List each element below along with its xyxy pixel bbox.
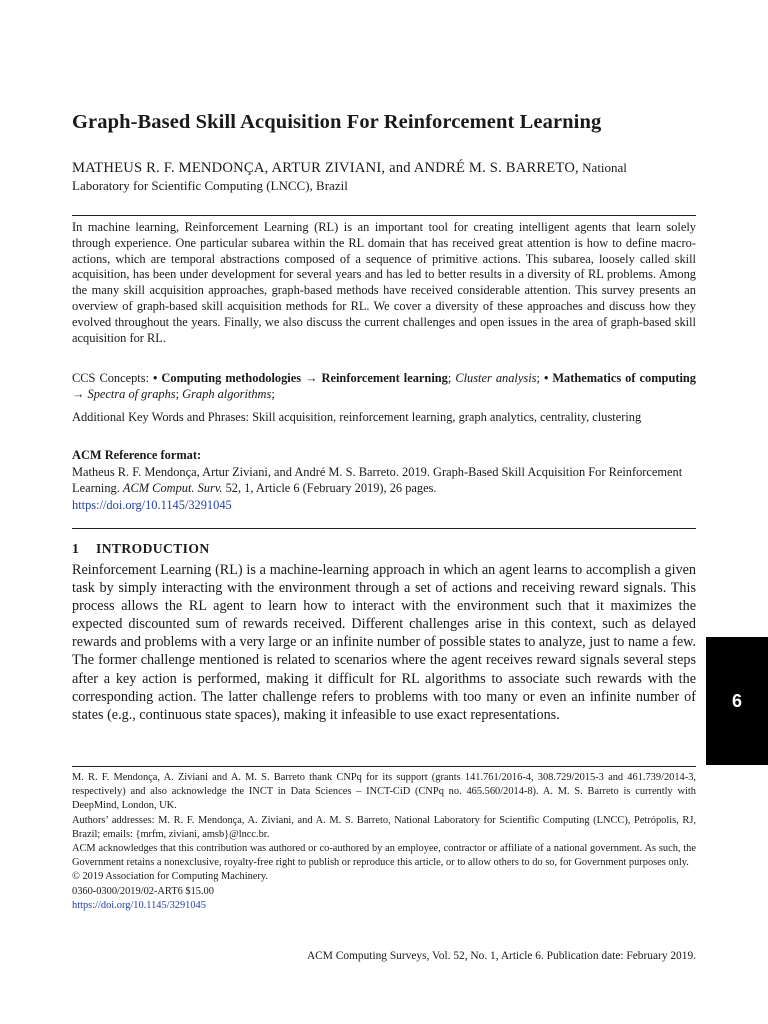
author-block xyxy=(72,159,696,194)
footnote-funding: M. R. F. Mendonça, A. Ziviani and A. M. S. Barreto thank CNPq for its support (grants 141.761/2016-4, 308.729/2015-3 and 461.739/2014-3, respectively) and also acknowledge the INCT in Data Sciences – INCT-CiD (CNPq no. 465.560/2014-8). A. M. S. Barreto is currently with DeepMind, London, UK. xyxy=(72,772,696,812)
abstract-top-rule xyxy=(72,215,696,216)
reference-heading: ACM Reference format: xyxy=(72,448,202,462)
affiliation-rest: Laboratory for Scientific Computing (LNCC), Brazil xyxy=(72,178,348,193)
ccs-concept-3: • Mathematics of computing → xyxy=(72,371,696,401)
ccs-separator: ; xyxy=(175,387,183,401)
ccs-concepts xyxy=(72,370,696,402)
footnote-copyright: © 2019 Association for Computing Machinery. xyxy=(72,871,268,883)
ccs-separator: ; xyxy=(536,371,544,385)
section-number: 1 xyxy=(72,541,80,556)
section-heading xyxy=(72,541,210,557)
footnotes xyxy=(72,771,696,913)
article-number-tab: 6 xyxy=(706,637,768,765)
ccs-label: CCS Concepts: xyxy=(72,371,154,385)
paper-title: Graph-Based Skill Acquisition For Reinforcement Learning xyxy=(72,111,602,133)
ccs-separator: ; xyxy=(447,371,456,385)
section-title: INTRODUCTION xyxy=(96,541,210,556)
reference-doi-link[interactable]: https://doi.org/10.1145/3291045 xyxy=(72,497,232,512)
affiliation-first: National xyxy=(582,160,627,175)
introduction-paragraph: Reinforcement Learning (RL) is a machine-learning approach in which an agent learns to accomplish a given task by simply interacting with the environment through a set of actions and receiving reward signals. This process allows the RL agent to learn how to interact with the environment such that it maximizes the expected discounted sum of rewards received. Different challenges arise in this context, such as delayed rewards and problems with a very large or an infinite number of possible states to analyze, just to name a few. The former challenge mentioned is related to scenarios where the agent receives reward signals several steps after a key action is performed, making it difficult for RL algorithms to associate such rewards with the corresponding action. The latter challenge refers to problems with too many or even an infinite number of states (e.g., continuous state spaces), making it infeasible to use exact representations. xyxy=(72,562,696,723)
footnote-issn: 0360-0300/2019/02-ART6 $15.00 xyxy=(72,885,214,897)
reference-text: Matheus R. F. Mendonça, Artur Ziviani, and André M. S. Barreto. 2019. Graph-Based Skill Acquisition For Reinforcement Learning. xyxy=(72,464,683,495)
ccs-concept-2: Cluster analysis xyxy=(455,371,537,385)
ccs-concept-1: • Computing methodologies → Reinforcement learning xyxy=(153,371,448,385)
paper-page xyxy=(72,0,696,1024)
ccs-concept-4: Spectra of graphs xyxy=(87,387,176,401)
abstract: In machine learning, Reinforcement Learning (RL) is an important tool for creating intelligent agents that learn solely through experience. One particular subarea within the RL domain that has received great attention is how to define macro-actions, which are temporal abstractions composed of a sequence of primitive actions. This subarea, loosely called skill acquisition, has been under development for several years and has led to better results in a diversity of RL problems. Among the many skill acquisition approaches, graph-based methods have received considerable attention. This survey presents an overview of graph-based skill acquisition methods for RL. We cover a diversity of these approaches and discuss how they evolved throughout the years. Finally, we also discuss the current challenges and open issues in the area of graph-based skill acquisition for RL. xyxy=(72,220,696,345)
author-names: MATHEUS R. F. MENDONÇA, ARTUR ZIVIANI, and ANDRÉ M. S. BARRETO, xyxy=(72,160,579,176)
ccs-separator: ; xyxy=(271,387,275,401)
reference-journal: ACM Comput. Surv. xyxy=(122,481,223,495)
footnote-addresses: Authors’ addresses: M. R. F. Mendonça, A. Ziviani, and A. M. S. Barreto, National Laboratory for Scientific Computing (LNCC), Petrópolis, RJ, Brazil; emails: {mrfm, ziviani, amsb}@lncc.br. xyxy=(72,814,696,840)
page-footer: ACM Computing Surveys, Vol. 52, No. 1, Article 6. Publication date: February 2019. xyxy=(306,950,696,962)
ccs-concept-5: Graph algorithms xyxy=(182,387,272,401)
footnote-government: ACM acknowledges that this contribution was authored or co-authored by an employee, contractor or affiliate of a national government. As such, the Government retains a nonexclusive, royalty-free right to publish or reproduce this article, or to allow others to do so, for Government purposes only. xyxy=(72,843,696,869)
abstract-bottom-rule xyxy=(72,528,696,529)
keywords: Additional Key Words and Phrases: Skill acquisition, reinforcement learning, graph analytics, centrality, clustering xyxy=(72,410,642,424)
footnote-rule xyxy=(72,766,696,767)
footnote-doi-link[interactable]: https://doi.org/10.1145/3291045 xyxy=(72,899,206,911)
reference-text-after: 52, 1, Article 6 (February 2019), 26 pages. xyxy=(222,481,437,495)
reference-format xyxy=(72,447,696,513)
